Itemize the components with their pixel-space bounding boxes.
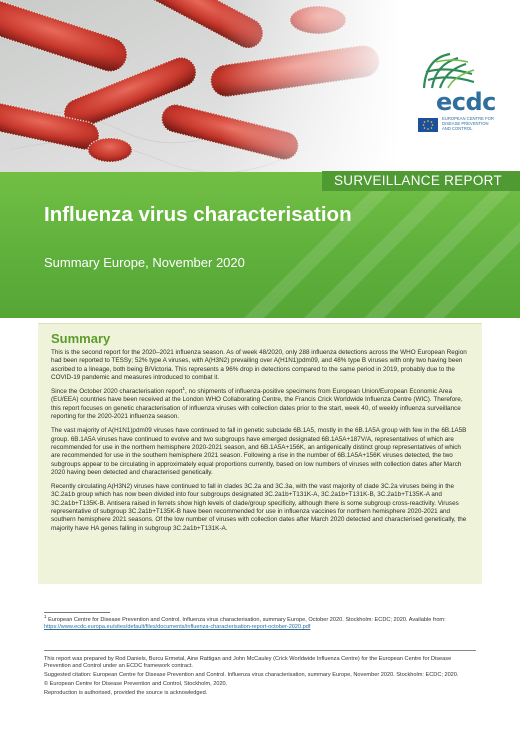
summary-heading: Summary	[51, 331, 111, 346]
footnote-divider	[44, 612, 110, 613]
prepared-by-text: This report was prepared by Rod Daniels, Burcu Ermetal, Aine Rattigan and John McCauley (Crick Worldwide Influenza Centre) for the European Centre for Disease Prevention and Control under an ECDC framework contract.	[44, 656, 452, 670]
footnote-marker: 1	[44, 614, 47, 620]
report-type-label: SURVEILLANCE REPORT	[333, 173, 502, 188]
footnote	[44, 614, 474, 632]
summary-paragraph: Since the October 2020 characterisation report$^1$, no shipments of influenza-positive specimens from European Union/European Economic Area (EU/EEA) countries have been received at the London WHO Collaborating Centre, the Francis Crick Worldwide Influenza Centre (WIC). Therefore, this report focuses on genetic characterisation of influenza viruses with collection dates prior to the start, week 40, of weekly influenza surveillance reporting for the 2020-2021 influenza season.	[51, 386, 463, 421]
page-title: Influenza virus characterisation	[44, 203, 352, 226]
summary-paragraph: The vast majority of A(H1N1)pdm09 viruses have continued to fall in genetic subclade 6B.1A5, mostly in the 6B.1A5A group with few in the 6B.1A5B group. 6B.1A5A viruses have continued to evolve and two subgroups have emerged designated 6B.1A5A+187V/A, representatives of which are recommended for use in the northern hemisphere 2020-2021 season, and 6B.1A5A+156K, an antigenically distinct group representatives of which are recommended for use in the southern hemisphere 2021 season. Following a rise in the number of 6B.1A5A+156K viruses detected, the two subgroups appear to be circulating in approximately equal proportions currently, based on low numbers of viruses with collection dates after March 2020 having been detected and characterised genetically.	[51, 427, 467, 476]
page-subtitle: Summary Europe, November 2020	[44, 255, 245, 270]
footnote-text: European Centre for Disease Prevention and Control. Influenza virus characterisation, summary Europe, October 2020. Stockholm: ECDC; 2020. Available from:	[48, 617, 446, 623]
summary-box	[38, 323, 482, 584]
virus-micrograph-image	[0, 0, 400, 172]
report-type-strip	[322, 171, 520, 191]
summary-body	[51, 349, 467, 539]
reproduction-text: Reproduction is authorised, provided the source is acknowledged.	[44, 689, 208, 696]
band-decoration	[220, 172, 520, 318]
title-band	[0, 172, 520, 318]
ecdc-logo	[416, 48, 508, 142]
copyright-text: © European Centre for Disease Prevention and Control, Stockholm, 2020.	[44, 680, 228, 687]
citation-text: Suggested citation: European Centre for Disease Prevention and Control. Influenza virus characterisation, summary Europe, November 2020. Stockholm: ECDC; 2020.	[44, 672, 459, 679]
summary-paragraph: This is the second report for the 2020–2021 influenza season. As of week 48/2020, only 288 influenza detections across the WHO European Region had been reported to TESSy; 52% type A viruses, with A(H3N2) prevailing over A(H1N1)pdm09, and 48% type B viruses with only two having been ascribed to a lineage, both being B/Victoria. This represents a 96% drop in detections compared to the same period in 2019, probably due to the COVID-19 pandemic and measures introduced to combat it.	[51, 349, 467, 381]
logo-wordmark: ecdc	[436, 88, 496, 116]
footnote-reference[interactable]: 1	[182, 386, 186, 392]
eu-flag-icon	[418, 118, 438, 132]
summary-paragraph: Recently circulating A(H3N2) viruses have continued to fall in clades 3C.2a and 3C.3a, with the vast majority of clade 3C.2a viruses being in the 3C.2a1b group which has now been divided into four subgroups designated 3C.2a1b+T131K-A, 3C.2a1b+T131K-B, 3C.2a1b+T135K-A and 3C.2a1b+T135K-B. Antisera raised in ferrets show high levels of clade/group specificity, although there is some subgroup cross-reactivity. Viruses representative of subgroup 3C.2a1b+T135K-B have been recommended for use in influenza vaccines for northern hemisphere 2020-2021 and southern hemisphere 2021 seasons. Of the low number of viruses with collection dates after March 2020 detected and characterised genetically, the majority have HA genes falling in subgroup 3C.2a1b+T131K-A.	[51, 483, 467, 532]
cover-header	[0, 0, 520, 168]
logo-caption: EUROPEAN CENTRE FOR DISEASE PREVENTION AND CONTROL	[442, 116, 494, 132]
ecdc-globe-icon	[418, 48, 478, 92]
report-metadata	[44, 656, 476, 698]
meta-divider	[44, 650, 476, 651]
footnote-link[interactable]: https://www.ecdc.europa.eu/sites/default/files/documents/influenza-characterisation-report-october-2020.pdf	[44, 624, 311, 631]
